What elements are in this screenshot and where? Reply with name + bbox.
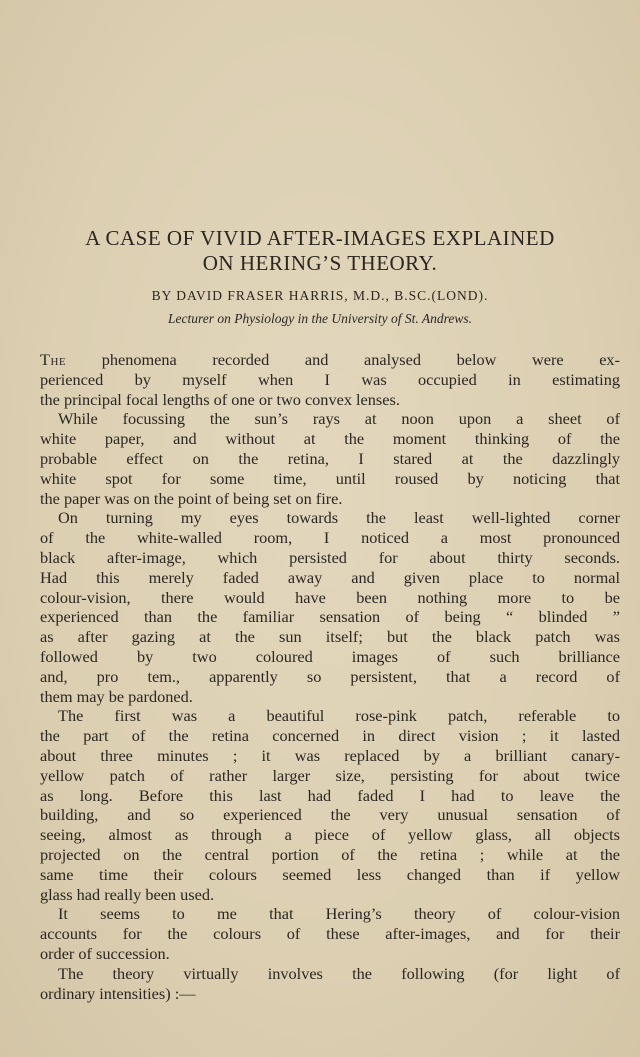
- body-text-line: While focussing the sun’s rays at noon upon a sheet of: [58, 409, 620, 429]
- body-text-line: white paper, and without at the moment thinking of the: [40, 429, 620, 449]
- body-text-line: followed by two coloured images of such brilliance: [40, 646, 620, 666]
- body-text-line: the part of the retina concerned in direct vision ; it lasted: [40, 726, 620, 746]
- body-text-line: the paper was on the point of being set on fire.: [40, 488, 343, 508]
- body-text-line: as after gazing at the sun itself; but the black patch was: [40, 627, 620, 647]
- body-text-line: Had this merely faded away and given place to normal: [40, 567, 620, 587]
- body-text-line: experienced than the familiar sensation of being “ blinded ”: [40, 607, 620, 627]
- body-text-line: same time their colours seemed less changed than if yellow: [40, 864, 620, 884]
- body-text-line: perienced by myself when I was occupied in estimating: [40, 369, 620, 389]
- body-text-line: colour-vision, there would have been nothing more to be: [40, 587, 620, 607]
- body-text-line: seeing, almost as through a piece of yellow glass, all objects: [40, 825, 620, 845]
- body-text-line: projected on the central portion of the retina ; while at the: [40, 844, 620, 864]
- article-title-line-2: ON HERING’S THEORY.: [202, 251, 438, 275]
- body-text-line: The theory virtually involves the following (for light of: [58, 963, 620, 983]
- body-text-line: probable effect on the retina, I stared at the dazzlingly: [40, 448, 620, 468]
- body-text-line: white spot for some time, until roused by noticing that: [40, 468, 620, 488]
- body-text-line: The first was a beautiful rose-pink patch, referable to: [58, 706, 620, 726]
- article-title-line-1: A CASE OF VIVID AFTER-IMAGES EXPLAINED: [85, 226, 555, 250]
- body-text-line: and, pro tem., apparently so persistent, that a record of: [40, 666, 620, 686]
- author-byline: BY DAVID FRASER HARRIS, M.D., B.SC.(LOND).: [151, 288, 489, 303]
- body-text-line: ordinary intensities) :—: [40, 983, 196, 1003]
- article-body: [40, 350, 620, 1003]
- body-text-line: as long. Before this last had faded I had to leave the: [40, 785, 620, 805]
- body-text-line: about three minutes ; it was replaced by a brilliant canary-: [40, 745, 620, 765]
- body-text-line: order of succession.: [40, 943, 170, 963]
- author-affiliation: Lecturer on Physiology in the University of St. Andrews.: [168, 311, 472, 326]
- body-text-line: them may be pardoned.: [40, 686, 193, 706]
- body-text-line: the principal focal lengths of one or two convex lenses.: [40, 389, 400, 409]
- body-text-line: accounts for the colours of these after-images, and for their: [40, 924, 620, 944]
- body-text-line: On turning my eyes towards the least well-lighted corner: [58, 508, 620, 528]
- body-text-line: The phenomena recorded and analysed below were ex-: [40, 350, 620, 369]
- body-text-line: It seems to me that Hering’s theory of colour-vision: [58, 904, 620, 924]
- body-text-line: of the white-walled room, I noticed a most pronounced: [40, 528, 620, 548]
- body-text-line: building, and so experienced the very unusual sensation of: [40, 805, 620, 825]
- body-text-line: yellow patch of rather larger size, persisting for about twice: [40, 765, 620, 785]
- body-text-line: glass had really been used.: [40, 884, 215, 904]
- body-text-line: black after-image, which persisted for about thirty seconds.: [40, 547, 620, 567]
